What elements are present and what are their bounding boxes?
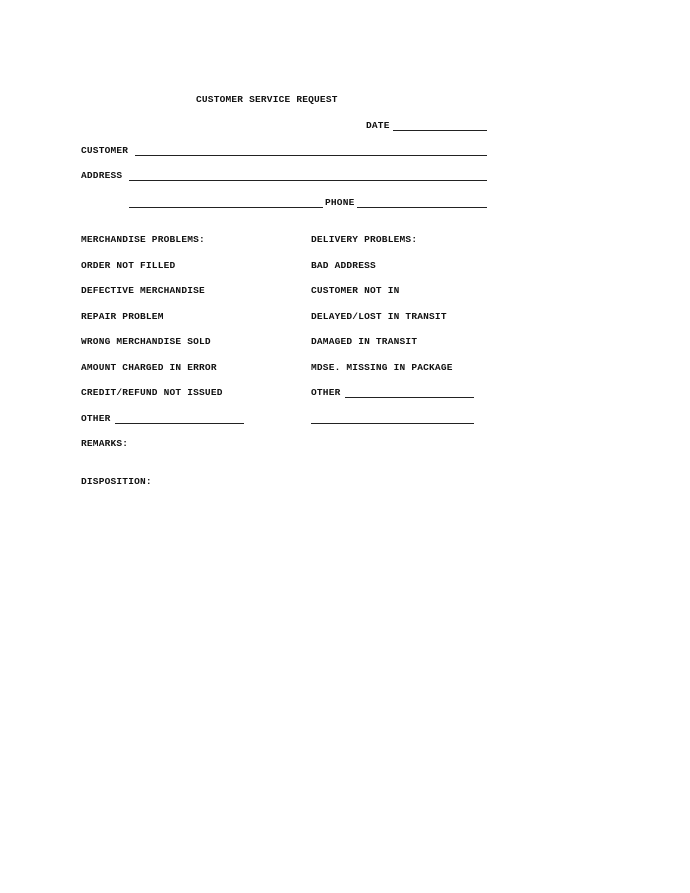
address-label: ADDRESS — [81, 170, 123, 181]
delivery-item: MDSE. MISSING IN PACKAGE — [311, 362, 453, 373]
remarks-label: REMARKS: — [81, 438, 129, 449]
date-label: DATE — [366, 120, 390, 131]
date-field[interactable] — [393, 130, 487, 131]
delivery-item: DELAYED/LOST IN TRANSIT — [311, 311, 447, 322]
merchandise-item: AMOUNT CHARGED IN ERROR — [81, 362, 217, 373]
merchandise-item: REPAIR PROBLEM — [81, 311, 164, 322]
delivery-item: BAD ADDRESS — [311, 260, 376, 271]
merchandise-other-label: OTHER — [81, 413, 111, 424]
delivery-other-field[interactable] — [345, 397, 474, 398]
delivery-problems-heading: DELIVERY PROBLEMS: — [311, 234, 418, 245]
form-title: CUSTOMER SERVICE REQUEST — [196, 94, 338, 105]
merchandise-problems-heading: MERCHANDISE PROBLEMS: — [81, 234, 205, 245]
merchandise-item: WRONG MERCHANDISE SOLD — [81, 336, 211, 347]
delivery-item: DAMAGED IN TRANSIT — [311, 336, 418, 347]
delivery-other-field-2[interactable] — [311, 423, 474, 424]
merchandise-other-field[interactable] — [115, 423, 244, 424]
customer-field[interactable] — [135, 155, 487, 156]
phone-field[interactable] — [357, 207, 487, 208]
merchandise-item: CREDIT/REFUND NOT ISSUED — [81, 387, 223, 398]
delivery-other-label: OTHER — [311, 387, 341, 398]
merchandise-item: DEFECTIVE MERCHANDISE — [81, 285, 205, 296]
delivery-item: CUSTOMER NOT IN — [311, 285, 400, 296]
merchandise-item: ORDER NOT FILLED — [81, 260, 176, 271]
disposition-label: DISPOSITION: — [81, 476, 152, 487]
customer-label: CUSTOMER — [81, 145, 129, 156]
address-field[interactable] — [129, 180, 487, 181]
phone-label: PHONE — [325, 197, 355, 208]
address-line-2-field[interactable] — [129, 207, 323, 208]
